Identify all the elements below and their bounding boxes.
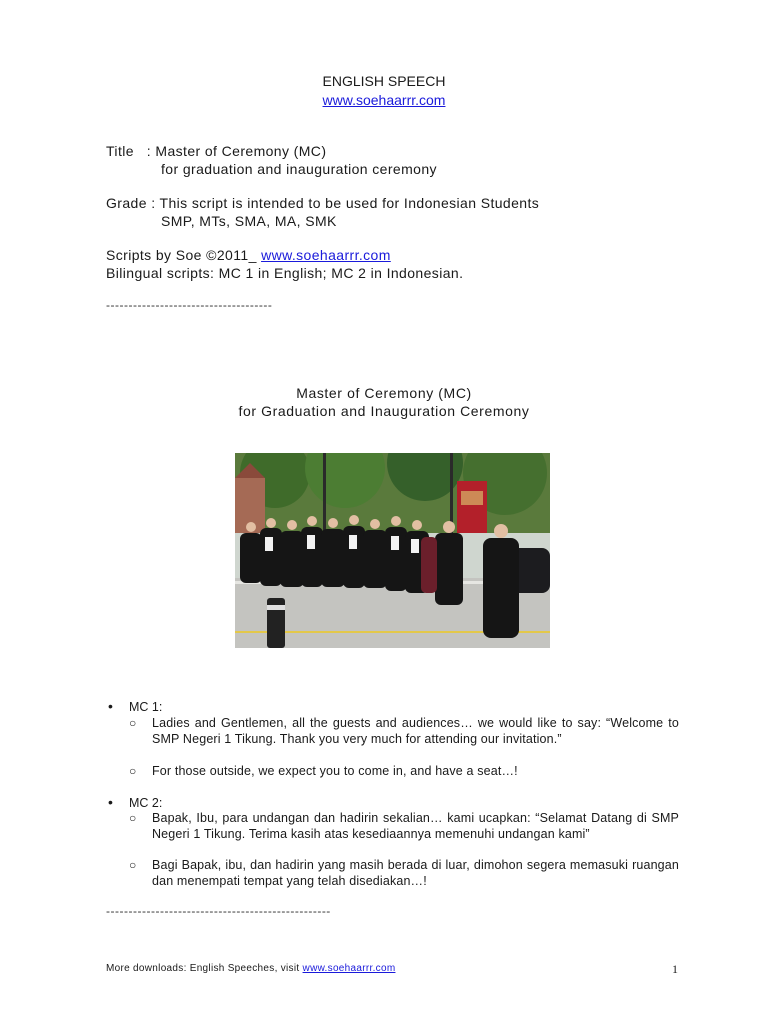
divider-top: ------------------------------------- bbox=[106, 298, 273, 312]
divider-bottom: -------------------------------------------------- bbox=[106, 904, 331, 918]
section-title: Master of Ceremony (MC) bbox=[296, 385, 472, 401]
bilingual-line: Bilingual scripts: MC 1 in English; MC 2 in Indonesian. bbox=[106, 265, 464, 281]
mc2-item-1: Bapak, Ibu, para undangan dan hadirin sekalian… kami ucapkan: “Selamat Datang di SMP Negeri 1 Tikung. Terima kasih atas kesediaannya memenuhi undangan kami” bbox=[152, 811, 679, 841]
footer bbox=[106, 963, 395, 974]
credit-link[interactable]: www.soehaarrr.com bbox=[261, 247, 391, 263]
mc1-label: MC 1: bbox=[129, 700, 163, 714]
circle-bullet-icon: ○ bbox=[129, 811, 137, 825]
footer-link[interactable]: www.soehaarrr.com bbox=[302, 963, 396, 974]
page-number: 1 bbox=[672, 962, 678, 976]
circle-bullet-icon: ○ bbox=[129, 764, 137, 778]
credit-prefix: Scripts by Soe ©2011_ bbox=[106, 247, 262, 263]
header-title: ENGLISH SPEECH bbox=[322, 73, 446, 89]
mc1-item-1: Ladies and Gentlemen, all the guests and audiences… we would like to say: “Welcome to SMP Negeri 1 Tikung. Thank you very much for attending our invitation.” bbox=[152, 716, 679, 746]
graduation-procession-photo bbox=[235, 453, 550, 648]
bullet-icon: • bbox=[108, 698, 113, 714]
title-continuation: for graduation and inauguration ceremony bbox=[161, 161, 437, 177]
header-link[interactable]: www.soehaarrr.com bbox=[322, 92, 446, 108]
mc2-label: MC 2: bbox=[129, 796, 163, 810]
mc1-item-2: For those outside, we expect you to come in, and have a seat…! bbox=[152, 764, 518, 778]
credit-line bbox=[106, 247, 391, 263]
header-link-wrap bbox=[0, 92, 768, 108]
circle-bullet-icon: ○ bbox=[129, 716, 137, 730]
bullet-icon: • bbox=[108, 794, 113, 810]
circle-bullet-icon: ○ bbox=[129, 858, 137, 872]
section-subtitle: for Graduation and Inauguration Ceremony bbox=[238, 403, 530, 419]
title-line: Title : Master of Ceremony (MC) bbox=[106, 143, 327, 159]
footer-text: More downloads: English Speeches, visit bbox=[106, 963, 303, 974]
grade-continuation: SMP, MTs, SMA, MA, SMK bbox=[161, 213, 337, 229]
mc2-item-2: Bagi Bapak, ibu, dan hadirin yang masih berada di luar, dimohon segera memasuki ruangan dan menempati tempat yang telah disediakan…! bbox=[152, 858, 679, 888]
grade-line: Grade : This script is intended to be used for Indonesian Students bbox=[106, 195, 540, 211]
